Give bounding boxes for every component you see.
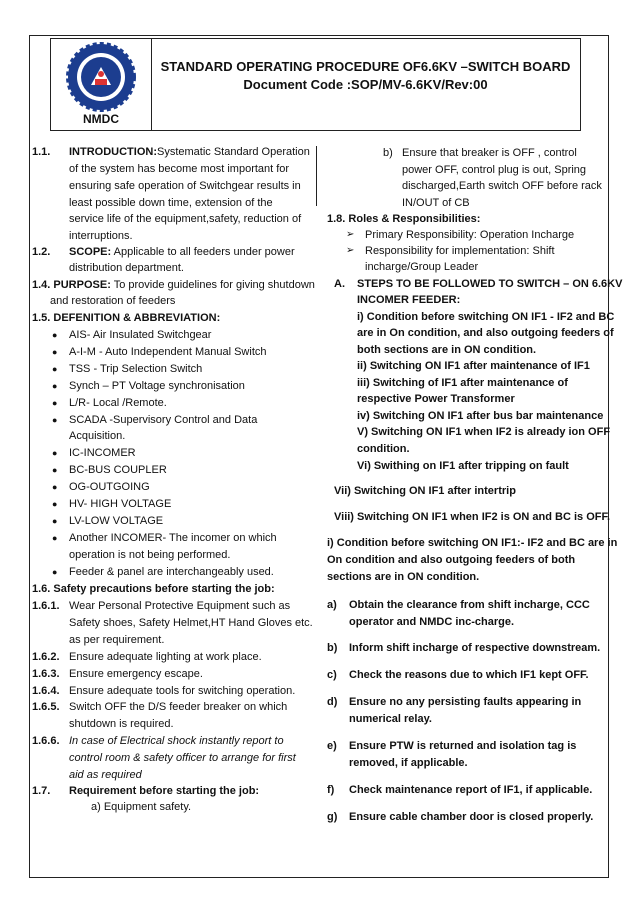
text-line: control room & safety officer to arrange for first [69, 752, 296, 764]
text-line: Ensure adequate lighting at work place. [69, 651, 262, 663]
text-line: sections are in ON condition. [327, 571, 480, 583]
intro-line [69, 144, 310, 160]
step-label: b) [327, 642, 338, 654]
text: To provide guidelines for giving shutdown [110, 279, 315, 291]
list-item-cont: operation is not being performed. [69, 549, 231, 561]
step-text: operator and NMDC inc-charge. [349, 616, 515, 628]
text-line: shutdown is required. [69, 718, 174, 730]
section-heading: SCOPE: [69, 246, 112, 258]
text-line: respective Power Transformer [357, 393, 515, 405]
bullet-icon: ● [52, 330, 58, 340]
section-heading: 1.8. Roles & Responsibilities: [327, 213, 481, 225]
section-number: 1.6.5. [32, 701, 60, 713]
item-label: b) [383, 147, 393, 159]
section-heading: INCOMER FEEDER: [357, 294, 461, 306]
bullet-icon: ● [52, 482, 58, 492]
text-line: IN/OUT of CB [402, 197, 470, 209]
text-line: On condition and also outgoing feeders of both [327, 554, 576, 566]
section-heading: 1.4. PURPOSE: [32, 279, 111, 291]
text-line: distribution department. [69, 262, 184, 274]
document-code: Document Code :SOP/MV-6.6KV/Rev:00 [243, 77, 488, 92]
text: Systematic Standard Operation [157, 146, 310, 158]
bullet-icon: ● [52, 533, 58, 543]
text-line: Ensure emergency escape. [69, 668, 203, 680]
text-line: Safety shoes, Safety Helmet,HT Hand Gloves etc. [69, 617, 313, 629]
arrow-bullet-icon: ➢ [346, 229, 355, 240]
list-item: AIS- Air Insulated Switchgear [69, 329, 212, 341]
text-line: are in On condition, and also outgoing feeders of [357, 327, 614, 339]
nmdc-logo-icon [65, 41, 137, 113]
list-item: Primary Responsibility: Operation Incharge [365, 229, 575, 241]
step-text: Ensure no any persisting faults appearing in [349, 696, 582, 708]
scope-line [69, 244, 295, 260]
section-number: 1.6.4. [32, 685, 60, 697]
step-label: a) [327, 599, 337, 611]
step-label: f) [327, 784, 335, 796]
section-number: 1.6.2. [32, 651, 60, 663]
text-line: ii) Switching ON IF1 after maintenance of IF1 [357, 360, 590, 372]
text-line: both sections are in ON condition. [357, 344, 537, 356]
step-text: removed, if applicable. [349, 757, 468, 769]
bullet-icon: ● [52, 347, 58, 357]
list-item: SCADA -Supervisory Control and Data [69, 414, 258, 426]
bullet-icon: ● [52, 398, 58, 408]
step-label: g) [327, 811, 338, 823]
text-line: Vii) Switching ON IF1 after intertrip [334, 485, 516, 497]
section-number: 1.7. [32, 785, 51, 797]
logo-label: NMDC [83, 112, 119, 126]
text-line: as per requirement. [69, 634, 165, 646]
list-item: L/R- Local /Remote. [69, 397, 167, 409]
bullet-icon: ● [52, 448, 58, 458]
step-label: d) [327, 696, 338, 708]
section-heading: INTRODUCTION: [69, 146, 157, 158]
section-number: 1.6.1. [32, 600, 60, 612]
text-line: aid as required [69, 769, 142, 781]
list-item-cont: incharge/Group Leader [365, 261, 479, 273]
column-divider [316, 146, 317, 206]
text-line: discharged,Earth switch OFF before rack [402, 180, 602, 192]
list-item: Feeder & panel are interchangeably used. [69, 566, 274, 578]
step-text: Ensure PTW is returned and isolation tag is [349, 740, 577, 752]
text-line: ensuring safe operation of Switchgear results in [69, 180, 301, 192]
section-number: 1.1. [32, 146, 51, 158]
step-label: e) [327, 740, 337, 752]
list-item: TSS - Trip Selection Switch [69, 363, 203, 375]
list-item: Synch – PT Voltage synchronisation [69, 380, 245, 392]
list-item: Responsibility for implementation: Shift [365, 245, 555, 257]
section-heading: 1.5. DEFENITION & ABBREVIATION: [32, 312, 221, 324]
bullet-icon: ● [52, 381, 58, 391]
text-line: and restoration of feeders [50, 295, 176, 307]
text-line: iii) Switching of IF1 after maintenance of [357, 377, 568, 389]
section-number: 1.2. [32, 246, 51, 258]
list-item: IC-INCOMER [69, 447, 136, 459]
text-line: iv) Switching ON IF1 after bus bar maintenance [357, 410, 604, 422]
text-line: Switch OFF the D/S feeder breaker on which [69, 701, 288, 713]
list-item: A-I-M - Auto Independent Manual Switch [69, 346, 267, 358]
list-item: a) Equipment safety. [91, 801, 192, 813]
bullet-icon: ● [52, 499, 58, 509]
text-line: interruptions. [69, 230, 133, 242]
purpose-line [32, 277, 315, 293]
bullet-icon: ● [52, 567, 58, 577]
text-line: of the system has become most important for [69, 163, 290, 175]
section-heading: STEPS TO BE FOLLOWED TO SWITCH – ON 6.6KV [357, 278, 623, 290]
document-header [50, 38, 581, 131]
section-number: 1.6.3. [32, 668, 60, 680]
text-line: Ensure that breaker is OFF , control [402, 147, 577, 159]
bullet-icon: ● [52, 516, 58, 526]
step-label: c) [327, 669, 337, 681]
bullet-icon: ● [52, 415, 58, 425]
text-line: least possible down time, extension of the [69, 197, 273, 209]
list-item: OG-OUTGOING [69, 481, 150, 493]
list-item: HV- HIGH VOLTAGE [69, 498, 172, 510]
step-text: numerical relay. [349, 713, 432, 725]
list-item: BC-BUS COUPLER [69, 464, 167, 476]
section-heading: Requirement before starting the job: [69, 785, 260, 797]
section-label: A. [334, 278, 345, 290]
text-line: V) Switching ON IF1 when IF2 is already ion OFF [357, 426, 611, 438]
step-text: Obtain the clearance from shift incharge, CCC [349, 599, 590, 611]
text: Applicable to all feeders under power [111, 246, 295, 258]
step-text: Check maintenance report of IF1, if applicable. [349, 784, 593, 796]
list-item-cont: Acquisition. [69, 430, 126, 442]
document-title: STANDARD OPERATING PROCEDURE OF6.6KV –SWITCH BOARD [160, 59, 571, 74]
text-line: Vi) Swithing on IF1 after tripping on fault [357, 460, 569, 472]
text-line: In case of Electrical shock instantly report to [69, 735, 284, 747]
text-line: i) Condition before switching ON IF1 - IF2 and BC [357, 311, 615, 323]
text-line: condition. [357, 443, 410, 455]
text-line: service life of the equipment,safety, reduction of [69, 213, 302, 225]
text-line: i) Condition before switching ON IF1:- IF2 and BC are in [327, 537, 618, 549]
step-text: Ensure cable chamber door is closed properly. [349, 811, 594, 823]
step-text: Inform shift incharge of respective downstream. [349, 642, 601, 654]
list-item: LV-LOW VOLTAGE [69, 515, 164, 527]
text-line: Ensure adequate tools for switching operation. [69, 685, 296, 697]
bullet-icon: ● [52, 364, 58, 374]
text-line: power OFF, control plug is out, Spring [402, 164, 587, 176]
section-heading: 1.6. Safety precautions before starting the job: [32, 583, 275, 595]
step-text: Check the reasons due to which IF1 kept OFF. [349, 669, 589, 681]
logo-box [51, 39, 152, 130]
bullet-icon: ● [52, 465, 58, 475]
list-item: Another INCOMER- The incomer on which [69, 532, 277, 544]
text-line: Viii) Switching ON IF1 when IF2 is ON and BC is OFF. [334, 511, 611, 523]
section-number: 1.6.6. [32, 735, 60, 747]
text-line: Wear Personal Protective Equipment such as [69, 600, 291, 612]
arrow-bullet-icon: ➢ [346, 245, 355, 256]
